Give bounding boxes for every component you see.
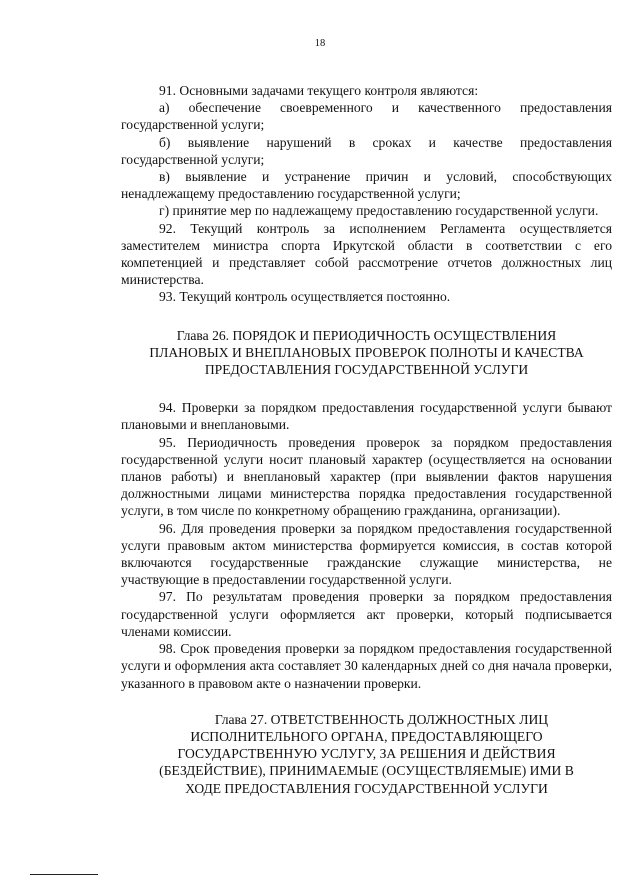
paragraph-92: 92. Текущий контроль за исполнением Регламента осуществляется заместителем министра спорта Иркутской области в соответствии с его компетенцией и представляет собой рассмотрение отчетов должностных лиц министерства.: [121, 220, 612, 288]
paragraph-91-b: б) выявление нарушений в сроках и качестве предоставления государственной услуги;: [121, 134, 612, 167]
paragraph-93: 93. Текущий контроль осуществляется постоянно.: [159, 289, 451, 305]
chapter-27-line-1: Глава 27. ОТВЕТСТВЕННОСТЬ ДОЛЖНОСТНЫХ ЛИЦ: [214, 711, 549, 727]
paragraph-95: 95. Периодичность проведения проверок за порядком предоставления государственной услуги носит плановый характер (осуществляется на основании планов работы) и внеплановый характер (при выявлении фактов нарушения должностными лицами министерства порядка предоставления государственной услуги, в том числе по конкретному обращению гражданина, организации).: [121, 434, 612, 519]
paragraph-91-v: в) выявление и устранение причин и условий, способствующих ненадлежащему предоставлению государственной услуги;: [121, 169, 612, 202]
chapter-27-line-5: ХОДЕ ПРЕДОСТАВЛЕНИЯ ГОСУДАРСТВЕННОЙ УСЛУГИ: [185, 780, 548, 796]
paragraph-91-a: а) обеспечение своевременного и качественного предоставления государственной услуги;: [121, 100, 612, 133]
paragraph-97: 97. По результатам проведения проверки за порядком предоставления государственной услуги оформляется акт проверки, который подписывается членами комиссии.: [121, 589, 612, 639]
chapter-26-heading: [121, 327, 612, 379]
chapter-26-line-1: Глава 26. ПОРЯДОК И ПЕРИОДИЧНОСТЬ ОСУЩЕСТВЛЕНИЯ: [176, 327, 557, 343]
chapter-26-line-2: ПЛАНОВЫХ И ВНЕПЛАНОВЫХ ПРОВЕРОК ПОЛНОТЫ И КАЧЕСТВА: [149, 344, 584, 360]
paragraph-98: 98. Срок проведения проверки за порядком предоставления государственной услуги и оформления акта составляет 30 календарных дней со дня начала проверки, указанного в правовом акте о назначении проверки.: [121, 641, 612, 691]
page-number: 18: [314, 38, 326, 49]
chapter-27-line-2: ИСПОЛНИТЕЛЬНОГО ОРГАНА, ПРЕДОСТАВЛЯЮЩЕГО: [190, 728, 543, 744]
paragraph-96: 96. Для проведения проверки за порядком предоставления государственной услуги правовым актом министерства формируется комиссия, в состав которой включаются государственные гражданские служащие министерства, не участвующие в предоставлении государственной услуги.: [121, 520, 612, 588]
paragraph-91: 91. Основными задачами текущего контроля являются:: [159, 83, 479, 98]
chapter-26-line-3: ПРЕДОСТАВЛЕНИЯ ГОСУДАРСТВЕННОЙ УСЛУГИ: [204, 362, 529, 378]
document-body: [121, 82, 612, 797]
chapter-27-line-3: ГОСУДАРСТВЕННУЮ УСЛУГУ, ЗА РЕШЕНИЯ И ДЕЙСТВИЯ: [177, 746, 556, 762]
chapter-27-heading: [121, 711, 612, 797]
paragraph-94: 94. Проверки за порядком предоставления государственной услуги бывают плановыми и внеплановыми.: [121, 400, 612, 433]
paragraph-91-g: г) принятие мер по надлежащему предоставлению государственной услуги.: [159, 203, 599, 219]
chapter-27-line-4: (БЕЗДЕЙСТВИЕ), ПРИНИМАЕМЫЕ (ОСУЩЕСТВЛЯЕМЫЕ) ИМИ В: [159, 763, 574, 779]
footnote-separator: [30, 874, 98, 875]
